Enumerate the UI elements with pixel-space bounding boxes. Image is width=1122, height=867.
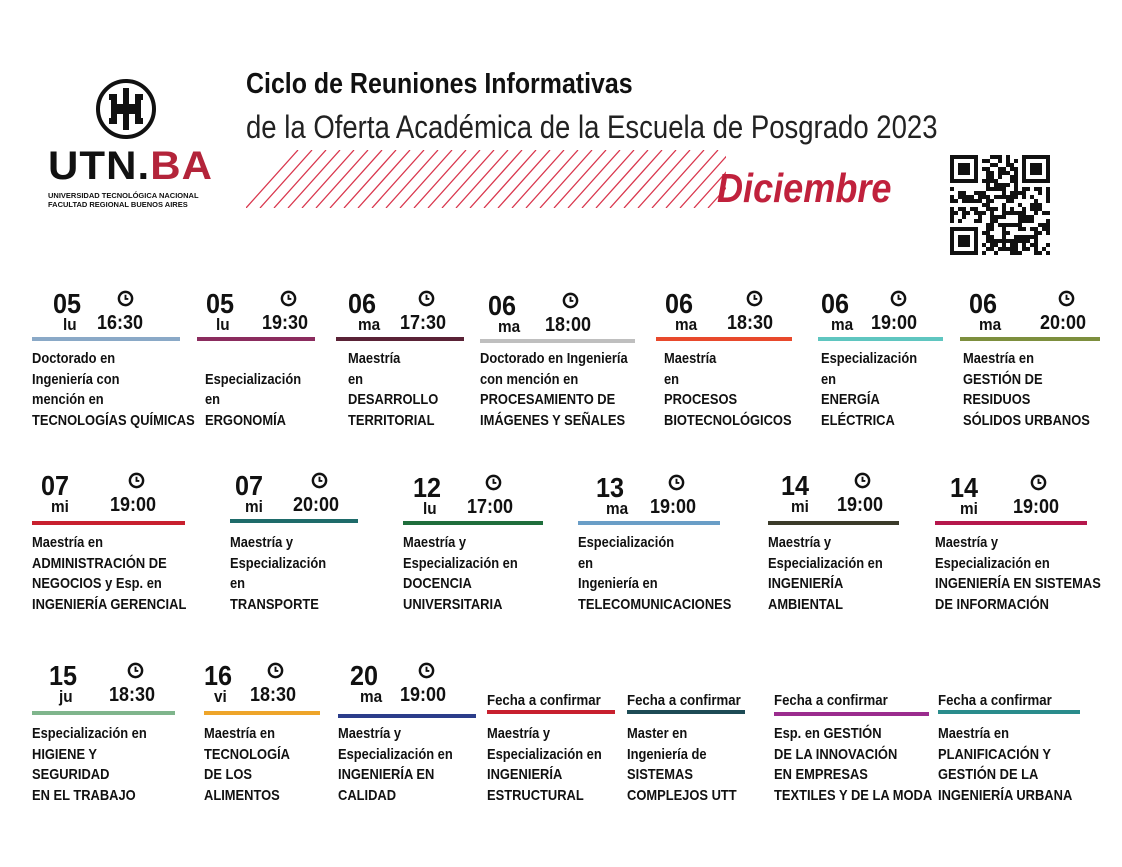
event-description-line: mención en — [32, 391, 104, 408]
event-color-bar — [197, 337, 315, 341]
event-description-line: TELECOMUNICACIONES — [578, 595, 732, 613]
page-title: Ciclo de Reuniones Informativas — [246, 68, 633, 100]
event-day-number: 07 — [235, 470, 264, 501]
clock-icon — [280, 290, 297, 307]
event-description-line: SEGURIDAD — [32, 766, 110, 783]
event-description-line: TEXTILES Y DE LA MODA — [774, 786, 933, 804]
stripe — [386, 150, 438, 208]
event-card — [32, 470, 187, 613]
event-description-line: DESARROLLO — [348, 391, 439, 408]
event-color-bar — [656, 337, 792, 341]
event-time: 19:00 — [400, 684, 447, 706]
event-time: 18:30 — [727, 312, 774, 334]
clock-icon — [1030, 474, 1047, 491]
event-color-bar — [32, 521, 185, 525]
qr-code-icon — [950, 155, 1050, 255]
event-description-line: NEGOCIOS y Esp. en — [32, 575, 162, 592]
event-description-line: CALIDAD — [338, 786, 397, 804]
event-description-line: BIOTECNOLÓGICOS — [664, 411, 792, 429]
event-card — [938, 664, 1080, 804]
event-description-line: DE LOS — [204, 766, 253, 783]
event-color-bar — [818, 337, 943, 341]
clock-icon — [117, 290, 134, 307]
event-time: 17:30 — [400, 312, 447, 334]
event-description-line: GESTIÓN DE LA — [938, 766, 1039, 783]
stripe — [302, 150, 354, 208]
event-weekday: ma — [979, 315, 1002, 334]
stripe — [246, 150, 298, 208]
stripe — [624, 150, 676, 208]
stripe — [498, 150, 550, 208]
event-day-number: 16 — [204, 660, 233, 691]
stripe — [484, 150, 536, 208]
stripe — [442, 150, 494, 208]
event-description-line: ESTRUCTURAL — [487, 786, 584, 804]
event-description-line: con mención en — [480, 370, 579, 388]
event-color-bar — [32, 337, 180, 341]
event-description-line: ERGONOMÍA — [205, 411, 286, 429]
event-description-line: INGENIERÍA — [487, 766, 563, 783]
event-color-bar — [403, 521, 543, 525]
event-description-line: RESIDUOS — [963, 391, 1031, 408]
event-description-line: SISTEMAS — [627, 766, 693, 783]
stripe — [652, 150, 704, 208]
date-to-confirm-label: Fecha a confirmar — [627, 692, 741, 709]
event-description-line: IMÁGENES Y SEÑALES — [480, 411, 626, 429]
event-color-bar — [32, 711, 175, 715]
event-description-line: Especialización en — [768, 554, 883, 572]
event-day-number: 07 — [41, 470, 70, 501]
event-weekday: mi — [960, 499, 978, 518]
event-description-line: Maestría y — [768, 534, 832, 551]
event-description-line: TECNOLOGÍA — [204, 745, 290, 763]
event-description-line: Maestría en — [938, 725, 1009, 742]
event-description-line: Maestría y — [487, 725, 551, 742]
stripe — [274, 150, 326, 208]
event-description-line: Ingeniería de — [627, 745, 707, 763]
event-description-line: Esp. en GESTIÓN — [774, 725, 882, 742]
clock-icon — [485, 474, 502, 491]
event-day-number: 06 — [488, 290, 517, 321]
event-color-bar — [768, 521, 899, 525]
event-description-line: PROCESAMIENTO DE — [480, 391, 616, 408]
clock-icon — [1058, 290, 1075, 307]
event-time: 19:00 — [650, 496, 697, 518]
event-description-line: Doctorado en — [32, 350, 116, 367]
stripe — [330, 150, 382, 208]
event-color-bar — [338, 714, 476, 718]
event-description-line: Maestría y — [338, 725, 402, 742]
event-description-line: DOCENCIA — [403, 575, 472, 592]
event-card — [774, 664, 933, 804]
event-description-line: Maestría y — [935, 534, 999, 551]
event-description-line: Doctorado en Ingeniería — [480, 350, 628, 367]
event-day-number: 14 — [950, 472, 979, 503]
event-weekday: ma — [675, 315, 698, 334]
stripe — [470, 150, 522, 208]
event-description-line: INGENIERÍA URBANA — [938, 786, 1073, 804]
event-description-line: PROCESOS — [664, 391, 738, 408]
event-day-number: 06 — [969, 288, 998, 319]
event-weekday: ma — [358, 315, 381, 334]
stripe — [638, 150, 690, 208]
event-description-line: Especialización en — [403, 554, 518, 572]
event-card — [338, 660, 476, 804]
event-description-line: INGENIERÍA GERENCIAL — [32, 595, 187, 613]
event-time: 16:30 — [97, 312, 144, 334]
event-description-line: COMPLEJOS UTT — [627, 786, 737, 804]
clock-icon — [267, 662, 284, 679]
event-description-line: Ingeniería con — [32, 370, 120, 388]
event-description-line: Maestría en — [963, 350, 1034, 367]
page-subtitle: de la Oferta Académica de la Escuela de Posgrado 2023 — [246, 109, 938, 145]
event-color-bar — [230, 519, 358, 523]
event-description-line: EN EMPRESAS — [774, 766, 868, 783]
logo-subtitle-faculty: FACULTAD REGIONAL BUENOS AIRES — [48, 200, 188, 209]
event-description-line: Maestría en — [32, 534, 103, 551]
logo-wordmark: UTN.BA — [48, 144, 213, 188]
event-description-line: Maestría y — [403, 534, 467, 551]
event-description-line: Especialización — [230, 554, 327, 572]
stripe — [358, 150, 410, 208]
event-description-line: en — [348, 370, 364, 388]
event-description-line: DE INFORMACIÓN — [935, 595, 1049, 613]
clock-icon — [311, 472, 328, 489]
event-time: 19:00 — [1013, 496, 1060, 518]
event-weekday: ma — [360, 687, 383, 706]
utn-emblem-icon — [95, 78, 157, 140]
event-description-line: Especialización — [578, 534, 675, 551]
event-color-bar — [774, 712, 929, 716]
event-color-bar — [627, 710, 745, 714]
date-to-confirm-label: Fecha a confirmar — [487, 692, 601, 709]
event-time: 19:00 — [871, 312, 918, 334]
clock-icon — [127, 662, 144, 679]
stripe — [456, 150, 508, 208]
event-description-line: SÓLIDOS URBANOS — [963, 411, 1090, 429]
event-day-number: 15 — [49, 660, 78, 691]
event-description-line: Maestría — [664, 350, 717, 367]
event-description-line: Especialización en — [487, 745, 602, 763]
stripe — [260, 150, 312, 208]
clock-icon — [418, 662, 435, 679]
event-weekday: ju — [59, 687, 73, 706]
event-day-number: 06 — [348, 288, 377, 319]
event-time: 19:30 — [262, 312, 309, 334]
stripe — [414, 150, 466, 208]
event-card — [935, 472, 1101, 613]
event-description-line: en — [821, 370, 837, 388]
event-card — [480, 290, 635, 429]
event-weekday: mi — [791, 497, 809, 516]
event-day-number: 05 — [53, 288, 82, 319]
stripe — [596, 150, 648, 208]
event-day-number: 14 — [781, 470, 810, 501]
month-label: Diciembre — [717, 165, 892, 211]
stripe — [344, 150, 396, 208]
decorative-stripes — [246, 150, 726, 208]
event-description-line: TERRITORIAL — [348, 411, 435, 429]
event-description-line: TRANSPORTE — [230, 595, 319, 613]
event-card — [487, 664, 615, 804]
event-description-line: Maestría en — [204, 725, 275, 742]
event-description-line: Especialización en — [935, 554, 1050, 572]
logo-subtitle-university: UNIVERSIDAD TECNOLÓGICA NACIONAL — [48, 191, 199, 200]
clock-icon — [746, 290, 763, 307]
event-card — [204, 660, 320, 804]
event-description-line: en — [664, 370, 680, 388]
event-color-bar — [960, 337, 1100, 341]
clock-icon — [562, 292, 579, 309]
event-description-line: INGENIERÍA — [768, 575, 844, 592]
date-to-confirm-label: Fecha a confirmar — [774, 692, 888, 709]
event-description-line: en — [230, 575, 246, 592]
clock-icon — [890, 290, 907, 307]
event-description-line: HIGIENE Y — [32, 745, 98, 763]
event-description-line: Especialización en — [32, 725, 147, 742]
stripe — [582, 150, 634, 208]
clock-icon — [128, 472, 145, 489]
event-card — [656, 288, 792, 429]
event-day-number: 20 — [350, 660, 379, 691]
event-description-line: en — [205, 391, 221, 408]
stripe — [512, 150, 564, 208]
event-card — [230, 470, 358, 613]
event-weekday: ma — [831, 315, 854, 334]
event-description-line: TECNOLOGÍAS QUÍMICAS — [32, 411, 195, 429]
event-time: 19:00 — [110, 494, 157, 516]
event-color-bar — [935, 521, 1087, 525]
event-weekday: lu — [216, 315, 230, 334]
event-color-bar — [336, 337, 464, 341]
event-card — [403, 472, 543, 613]
event-weekday: ma — [498, 317, 521, 336]
event-weekday: mi — [245, 497, 263, 516]
stripe — [666, 150, 718, 208]
event-description-line: DE LA INNOVACIÓN — [774, 745, 898, 763]
event-description-line: AMBIENTAL — [768, 595, 844, 613]
event-description-line: INGENIERÍA EN SISTEMAS — [935, 575, 1101, 592]
stripe — [554, 150, 606, 208]
event-time: 20:00 — [1040, 312, 1087, 334]
event-weekday: lu — [423, 499, 437, 518]
event-description-line: GESTIÓN DE — [963, 370, 1043, 388]
event-time: 17:00 — [467, 496, 514, 518]
event-description-line: Master en — [627, 725, 688, 742]
event-description-line: INGENIERÍA EN — [338, 766, 435, 783]
event-description-line: Especialización — [205, 370, 302, 388]
event-color-bar — [578, 521, 720, 525]
event-description-line: EN EL TRABAJO — [32, 786, 136, 804]
event-time: 20:00 — [293, 494, 340, 516]
event-card — [768, 470, 899, 613]
stripe — [610, 150, 662, 208]
event-color-bar — [938, 710, 1080, 714]
stripe — [288, 150, 340, 208]
event-card — [578, 472, 732, 613]
event-weekday: vi — [214, 687, 227, 706]
event-description-line: UNIVERSITARIA — [403, 595, 503, 613]
utn-ba-logo — [40, 78, 213, 218]
event-description-line: Ingeniería en — [578, 575, 658, 592]
event-weekday: mi — [51, 497, 69, 516]
event-day-number: 12 — [413, 472, 442, 503]
event-time: 18:30 — [250, 684, 297, 706]
event-weekday: lu — [63, 315, 77, 334]
event-description-line: ENERGÍA — [821, 391, 880, 408]
event-description-line: Maestría — [348, 350, 401, 367]
event-card — [197, 288, 315, 429]
event-description-line: ELÉCTRICA — [821, 411, 895, 429]
event-card — [960, 288, 1100, 429]
event-card — [627, 664, 745, 804]
stripe — [372, 150, 424, 208]
stripe — [316, 150, 368, 208]
event-day-number: 06 — [821, 288, 850, 319]
event-description-line: Maestría y — [230, 534, 294, 551]
event-description-line: Especialización — [821, 350, 918, 367]
event-day-number: 13 — [596, 472, 625, 503]
event-color-bar — [480, 339, 635, 343]
event-color-bar — [204, 711, 320, 715]
stripe — [568, 150, 620, 208]
event-time: 19:00 — [837, 494, 884, 516]
clock-icon — [854, 472, 871, 489]
event-time: 18:00 — [545, 314, 592, 336]
clock-icon — [418, 290, 435, 307]
event-description-line: en — [578, 554, 594, 572]
event-time: 18:30 — [109, 684, 156, 706]
event-card — [818, 288, 943, 429]
event-description-line: Especialización en — [338, 745, 453, 763]
event-description-line: ADMINISTRACIÓN DE — [32, 554, 167, 572]
event-color-bar — [487, 710, 615, 714]
date-to-confirm-label: Fecha a confirmar — [938, 692, 1052, 709]
event-day-number: 05 — [206, 288, 235, 319]
event-day-number: 06 — [665, 288, 694, 319]
event-description-line: ALIMENTOS — [204, 786, 280, 804]
event-description-line: PLANIFICACIÓN Y — [938, 745, 1052, 763]
event-card — [336, 288, 464, 429]
clock-icon — [668, 474, 685, 491]
event-card — [32, 660, 175, 804]
event-card — [32, 288, 195, 429]
stripe — [526, 150, 578, 208]
event-weekday: ma — [606, 499, 629, 518]
stripe — [428, 150, 480, 208]
stripe — [400, 150, 452, 208]
stripe — [540, 150, 592, 208]
